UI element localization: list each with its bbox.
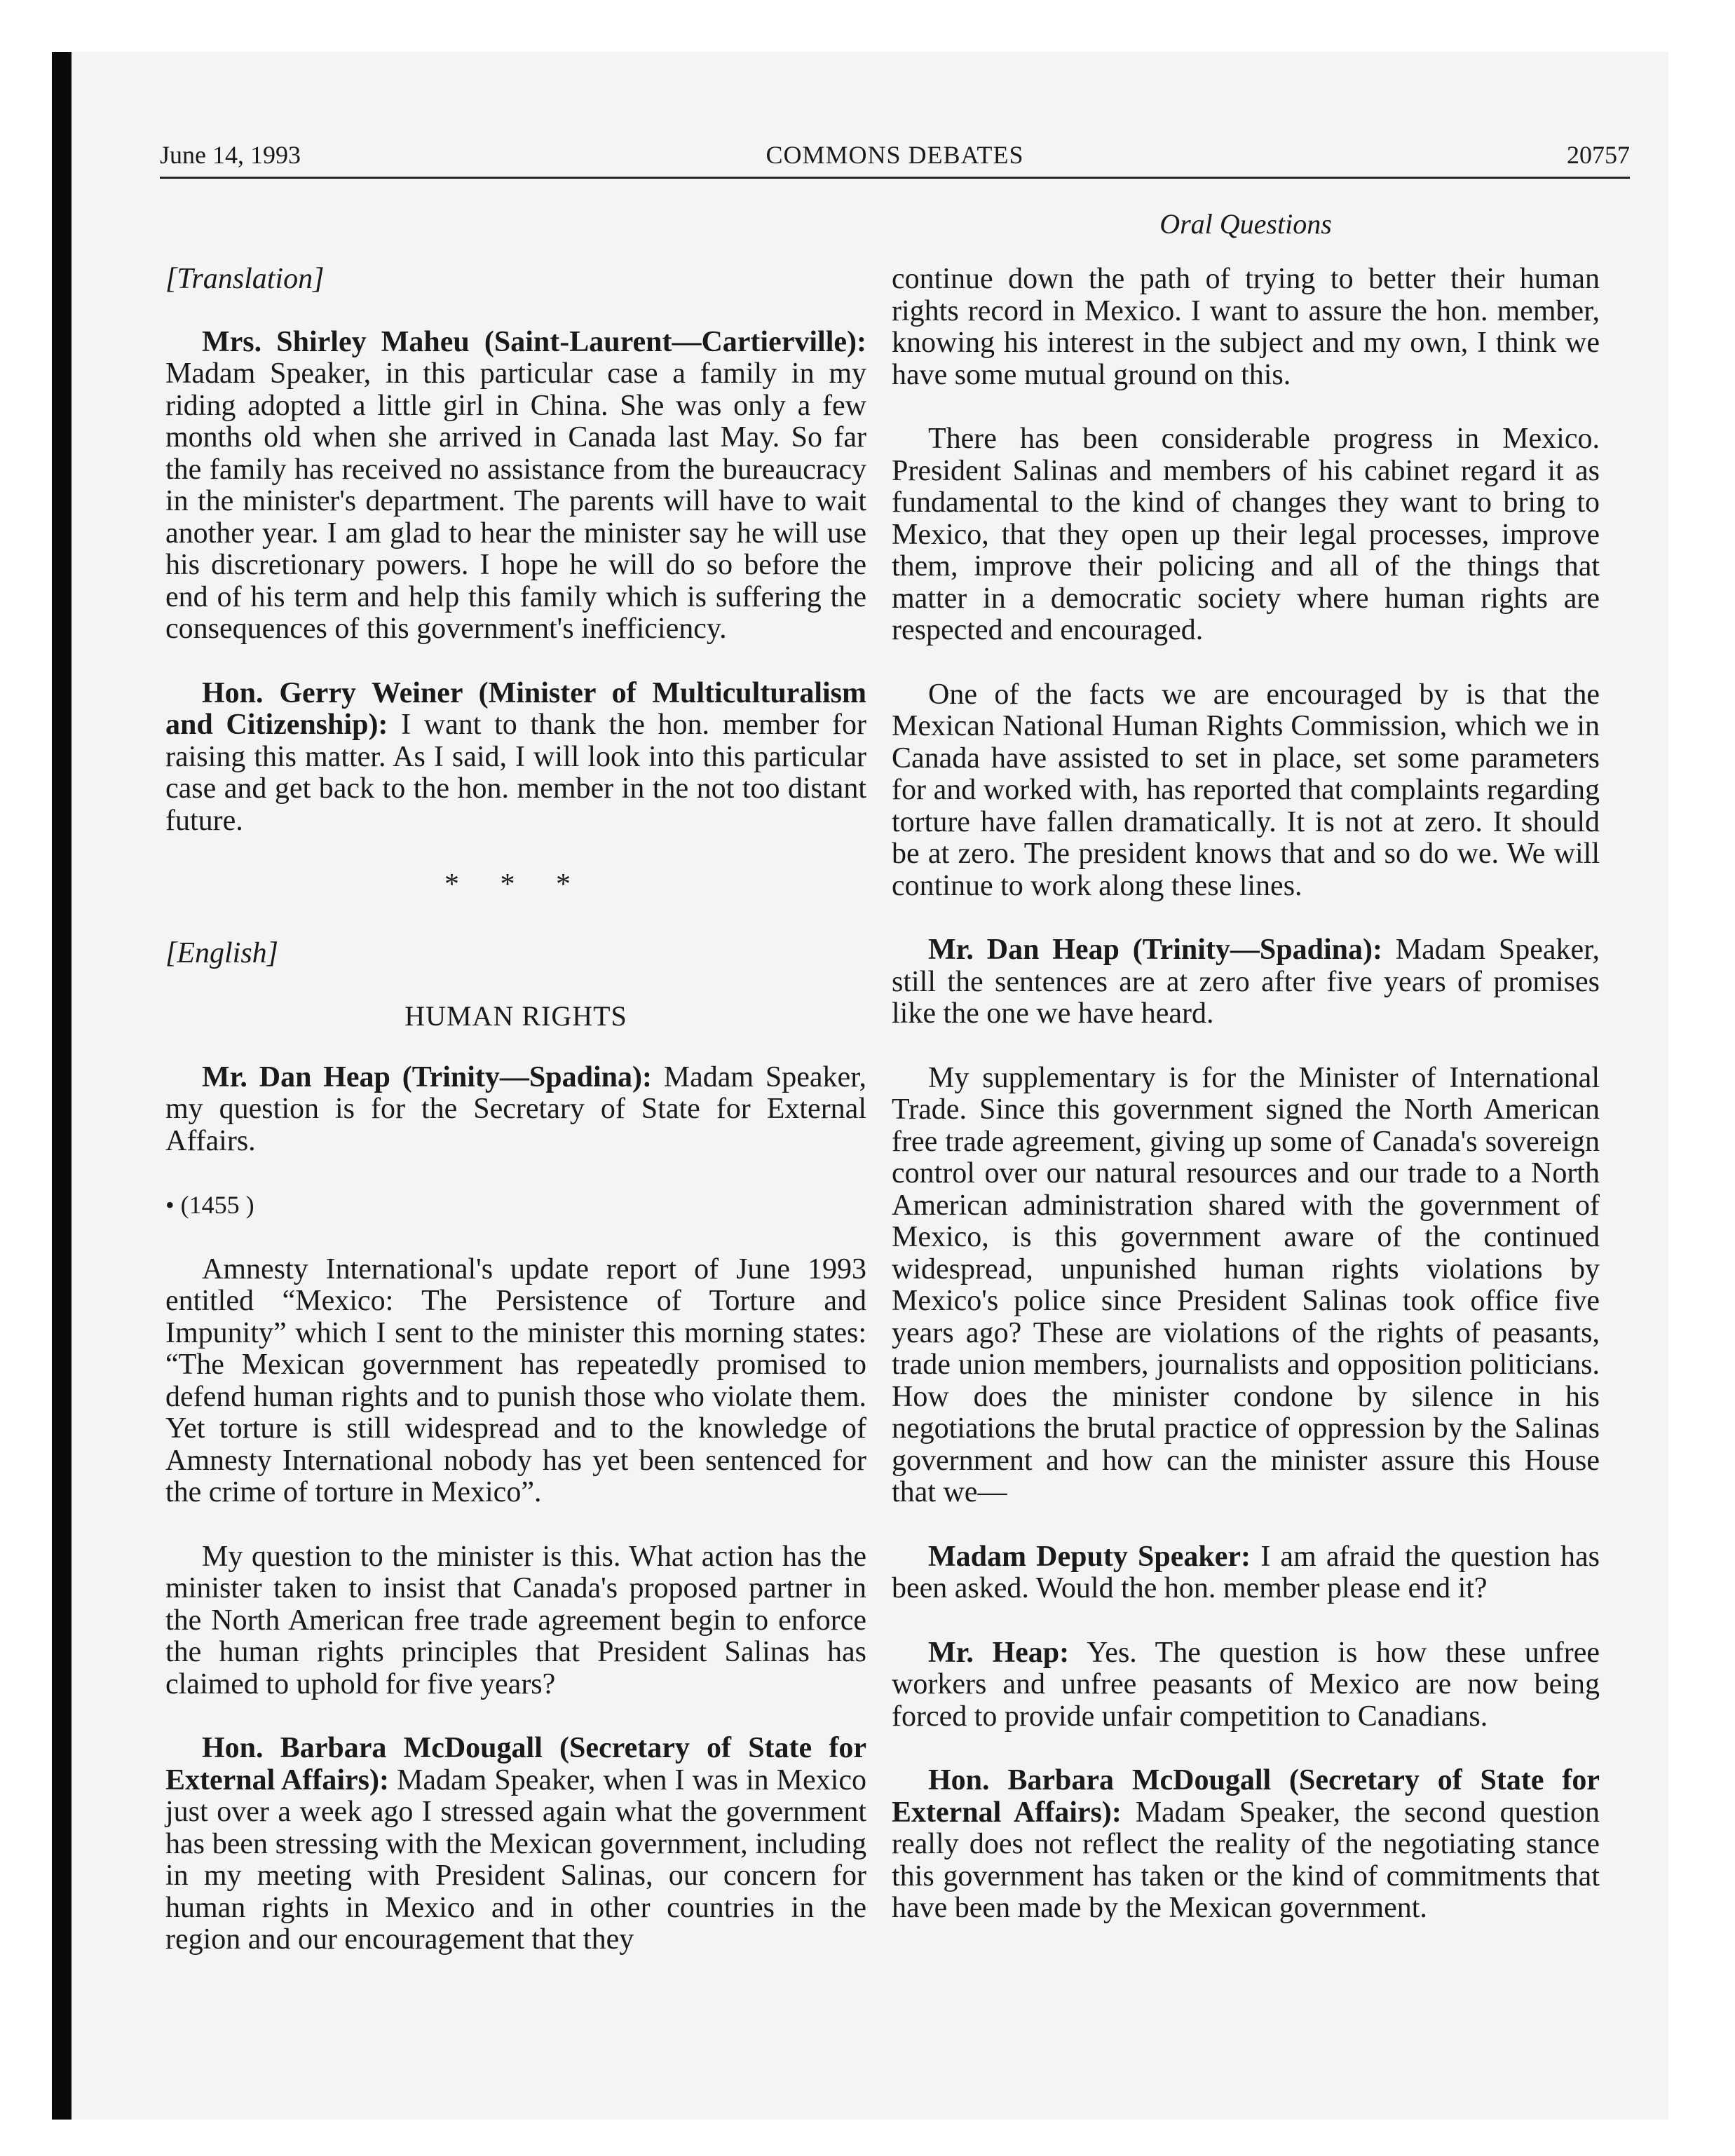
speaker-name: Mrs. Shirley Maheu (Saint-Laurent—Cartierville): — [202, 325, 866, 358]
speaker-name: Mr. Dan Heap (Trinity—Spadina): — [928, 934, 1382, 966]
translation-tag: [Translation] — [165, 263, 325, 295]
paragraph — [892, 1765, 1600, 1925]
speech-text: I want to thank the hon. member for raising this matter. As I said, I will look into this particular case and get back to the hon. member in the not too distant future. — [165, 709, 867, 837]
speech-text: Madam Speaker, the second question really does not reflect the reality of the negotiating stance this government has taken or the kind of commitments that have been made by the Mexican government. — [892, 1796, 1600, 1924]
section-heading: HUMAN RIGHTS — [404, 1000, 627, 1032]
speaker-name: Mr. Dan Heap (Trinity—Spadina): — [202, 1060, 652, 1093]
speaker-name: Madam Deputy Speaker: — [928, 1540, 1251, 1573]
speech-text: Madam Speaker, in this particular case a family in my riding adopted a little girl in China. She was only a few months old when she arrived in Canada last May. So far the family has received no assistance from the bureaucracy in the minister's department. The parents will have to wait another year. I am glad to hear the minister say he will use his discretionary powers. I hope he will do so before the end of his term and help this family which is suffering the consequences of this government's inefficiency. — [165, 357, 866, 645]
speaker-name: Mr. Heap: — [928, 1636, 1070, 1669]
speech-text: Madam Speaker, my question is for the Secretary of State for External Affairs. — [165, 1060, 866, 1157]
paragraph: One of the facts we are encouraged by is that the Mexican National Human Rights Commission, which we in Canada have assisted to set in place, set some parameters for and worked with, has reported that complaints regarding torture have fallen dramatically. It is not at zero. It should be at zero. The president knows that and so do we. We will continue to work along these lines. — [892, 678, 1600, 902]
speech-text: Madam Speaker, when I was in Mexico just over a week ago I stressed again what the government has been stressing with the Mexican government, including in my meeting with President Salinas, our concern for human rights in Mexico and in other countries in the region and our encouragement that they — [165, 1763, 866, 1956]
right-column — [892, 264, 1600, 1957]
paragraph: My question to the minister is this. What action has the minister taken to insist that Canada's proposed partner in the North American free trade agreement begin to enforce the human rights principles that President Salinas has claimed to uphold for five years? — [165, 1540, 866, 1700]
paragraph: Amnesty International's update report of June 1993 entitled “Mexico: The Persistence of Torture and Impunity” which I sent to the minister this morning states: “The Mexican government has repeatedly promised to defend human rights and to punish those who violate them. Yet torture is still widespread and to the knowledge of Amnesty International nobody has yet been sentenced for the crime of torture in Mexico”. — [165, 1253, 866, 1508]
speech-text: I am afraid the question has been asked. Would the hon. member please end it? — [892, 1540, 1600, 1604]
paragraph — [892, 934, 1600, 1030]
paragraph — [165, 678, 866, 838]
paragraph: continue down the path of trying to better their human rights record in Mexico. I want to assure the hon. member, knowing his interest in the subject and my own, I think we have some mutual ground on this. — [892, 263, 1600, 391]
section-label: Oral Questions — [1159, 208, 1332, 240]
speaker-name: Hon. Barbara McDougall (Secretary of State for External Affairs): — [892, 1764, 1600, 1829]
timestamp: • (1455 ) — [165, 1191, 254, 1219]
paragraph — [165, 1062, 866, 1158]
scan-border — [52, 52, 72, 2120]
paragraph: There has been considerable progress in Mexico. President Salinas and members of his cabinet regard it as fundamental to the kind of changes they want to bring to Mexico, that they open up their legal processes, improve them, improve their policing and all of the things that matter in a democratic society where human rights are respected and encouraged. — [892, 423, 1600, 646]
paragraph — [165, 1733, 866, 1956]
header-title: COMMONS DEBATES — [766, 141, 1024, 169]
speaker-name: Hon. Barbara McDougall (Secretary of State for External Affairs): — [165, 1732, 866, 1796]
header-date: June 14, 1993 — [160, 141, 301, 169]
speech-text: Madam Speaker, still the sentences are at zero after five years of promises like the one we have heard. — [892, 934, 1600, 1030]
left-column — [165, 264, 866, 1988]
running-header — [160, 132, 1630, 179]
paragraph — [892, 1637, 1600, 1733]
paragraph — [892, 1541, 1600, 1605]
header-page-number: 20757 — [1567, 141, 1630, 169]
section-separator: * * * — [444, 868, 587, 901]
speaker-name: Hon. Gerry Weiner (Minister of Multiculturalism and Citizenship): — [165, 676, 866, 741]
paragraph: My supplementary is for the Minister of International Trade. Since this government signed the North American free trade agreement, giving up some of Canada's sovereign control over our natural resources and our trade to a North American administration shared with the government of Mexico, is this government aware of the continued widespread, unpunished human rights violations by Mexico's police since President Salinas took office five years ago? These are violations of the rights of peasants, trade union members, journalists and opposition politicians. How does the minister condone by silence in his negotiations the brutal practice of oppression by the Salinas government and how can the minister assure this House that we— — [892, 1061, 1600, 1508]
speech-text: Yes. The question is how these unfree workers and unfree peasants of Mexico are now being forced to provide unfair competition to Canadians. — [892, 1636, 1600, 1733]
english-tag: [English] — [165, 936, 279, 969]
paragraph — [165, 327, 866, 646]
